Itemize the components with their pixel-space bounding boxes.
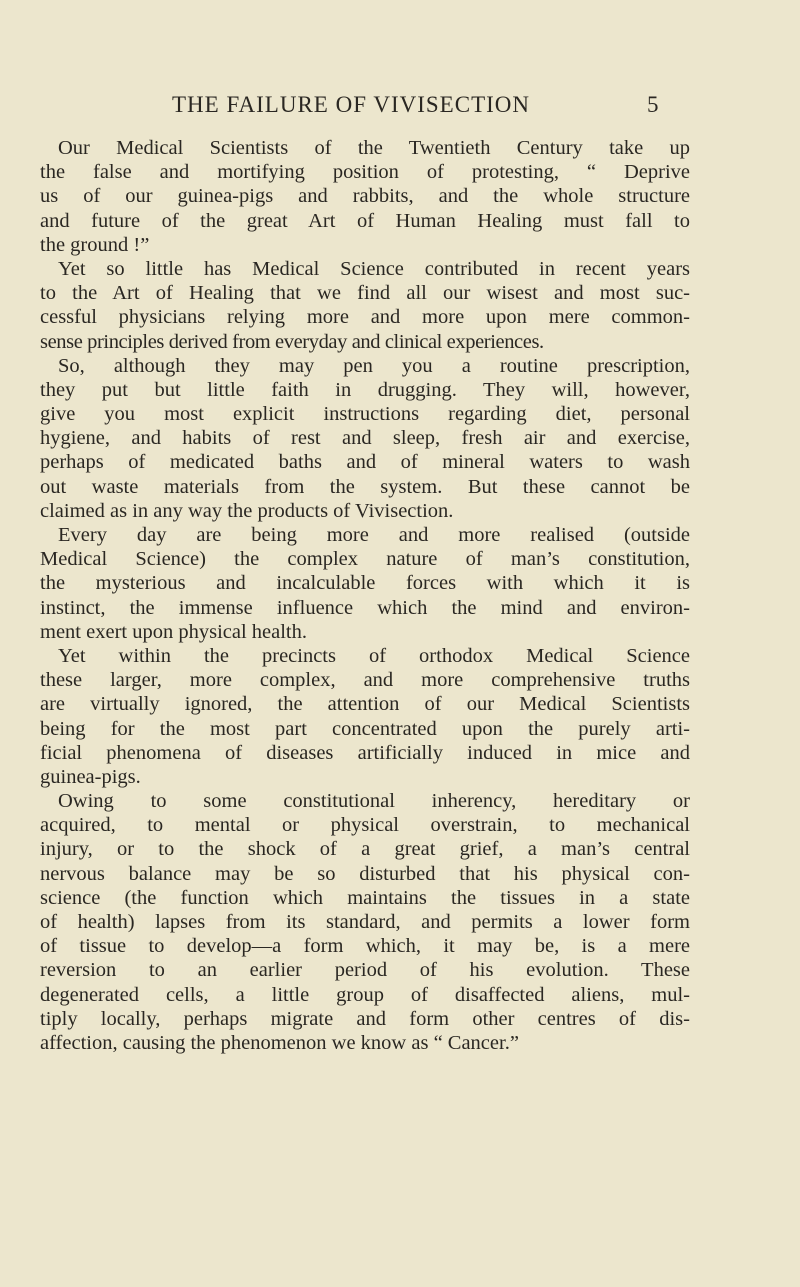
- text-line: degenerated cells, a little group of disaffected aliens, mul-: [40, 983, 690, 1006]
- text-line: sense principles derived from everyday and clinical experiences.: [40, 330, 544, 353]
- paragraph-5: [40, 644, 690, 789]
- running-head: THE FAILURE OF VIVISECTION: [172, 92, 530, 117]
- text-line: Yet so little has Medical Science contributed in recent years: [58, 257, 690, 280]
- text-line: to the Art of Healing that we find all our wisest and most suc-: [40, 282, 690, 305]
- text-line: us of our guinea-pigs and rabbits, and the whole structure: [40, 185, 690, 208]
- text-line: out waste materials from the system. But these cannot be: [40, 475, 690, 498]
- paragraph-1: [40, 136, 690, 257]
- text-line: Every day are being more and more realised (outside: [58, 524, 690, 546]
- text-line: nervous balance may be so disturbed that his physical con-: [40, 862, 690, 885]
- paragraph-4: [40, 523, 690, 644]
- text-line: give you most explicit instructions regarding diet, personal: [40, 403, 690, 426]
- text-line: guinea-pigs.: [40, 765, 141, 788]
- text-line: Our Medical Scientists of the Twentieth Century take up: [58, 137, 690, 159]
- text-line: acquired, to mental or physical overstrain, to mechanical: [40, 814, 690, 837]
- page-number: 5: [647, 92, 659, 117]
- paragraph-3: [40, 354, 690, 523]
- text-line: the mysterious and incalculable forces with which it is: [40, 572, 690, 595]
- text-line: Medical Science) the complex nature of man’s constitution,: [40, 548, 690, 571]
- text-line: of health) lapses from its standard, and permits a lower form: [40, 911, 690, 933]
- text-line: ficial phenomena of diseases artificially induced in mice and: [40, 741, 690, 764]
- paragraph-6: [40, 789, 690, 1055]
- text-line: hygiene, and habits of rest and sleep, fresh air and exercise,: [40, 427, 690, 450]
- text-line: tiply locally, perhaps migrate and form other centres of dis-: [40, 1007, 690, 1030]
- text-line: reversion to an earlier period of his evolution. These: [40, 959, 690, 982]
- text-line: injury, or to the shock of a great grief, a man’s central: [40, 838, 690, 861]
- text-line: and future of the great Art of Human Healing must fall to: [40, 209, 690, 232]
- body-text: [40, 136, 690, 1055]
- text-line: perhaps of medicated baths and of mineral waters to wash: [40, 451, 690, 474]
- text-line: instinct, the immense influence which the mind and environ-: [40, 596, 690, 619]
- text-line: Yet within the precincts of orthodox Medical Science: [58, 644, 690, 667]
- text-line: So, although they may pen you a routine prescription,: [58, 354, 690, 377]
- text-line: of tissue to develop—a form which, it may be, is a mere: [40, 935, 690, 958]
- text-line: claimed as in any way the products of Vivisection.: [40, 499, 454, 522]
- text-line: being for the most part concentrated upon the purely arti-: [40, 717, 690, 740]
- paragraph-2: [40, 257, 690, 354]
- text-line: the ground !”: [40, 233, 150, 256]
- text-line: ment exert upon physical health.: [40, 620, 307, 643]
- text-line: these larger, more complex, and more comprehensive truths: [40, 669, 690, 692]
- text-line: the false and mortifying position of protesting, “ Deprive: [40, 161, 690, 184]
- text-line: affection, causing the phenomenon we know as “ Cancer.”: [40, 1031, 519, 1054]
- text-line: Owing to some constitutional inherency, hereditary or: [58, 790, 690, 813]
- text-line: they put but little faith in drugging. They will, however,: [40, 378, 690, 401]
- text-line: cessful physicians relying more and more upon mere common-: [40, 306, 690, 329]
- text-line: science (the function which maintains the tissues in a state: [40, 886, 690, 909]
- text-line: are virtually ignored, the attention of our Medical Scientists: [40, 693, 690, 716]
